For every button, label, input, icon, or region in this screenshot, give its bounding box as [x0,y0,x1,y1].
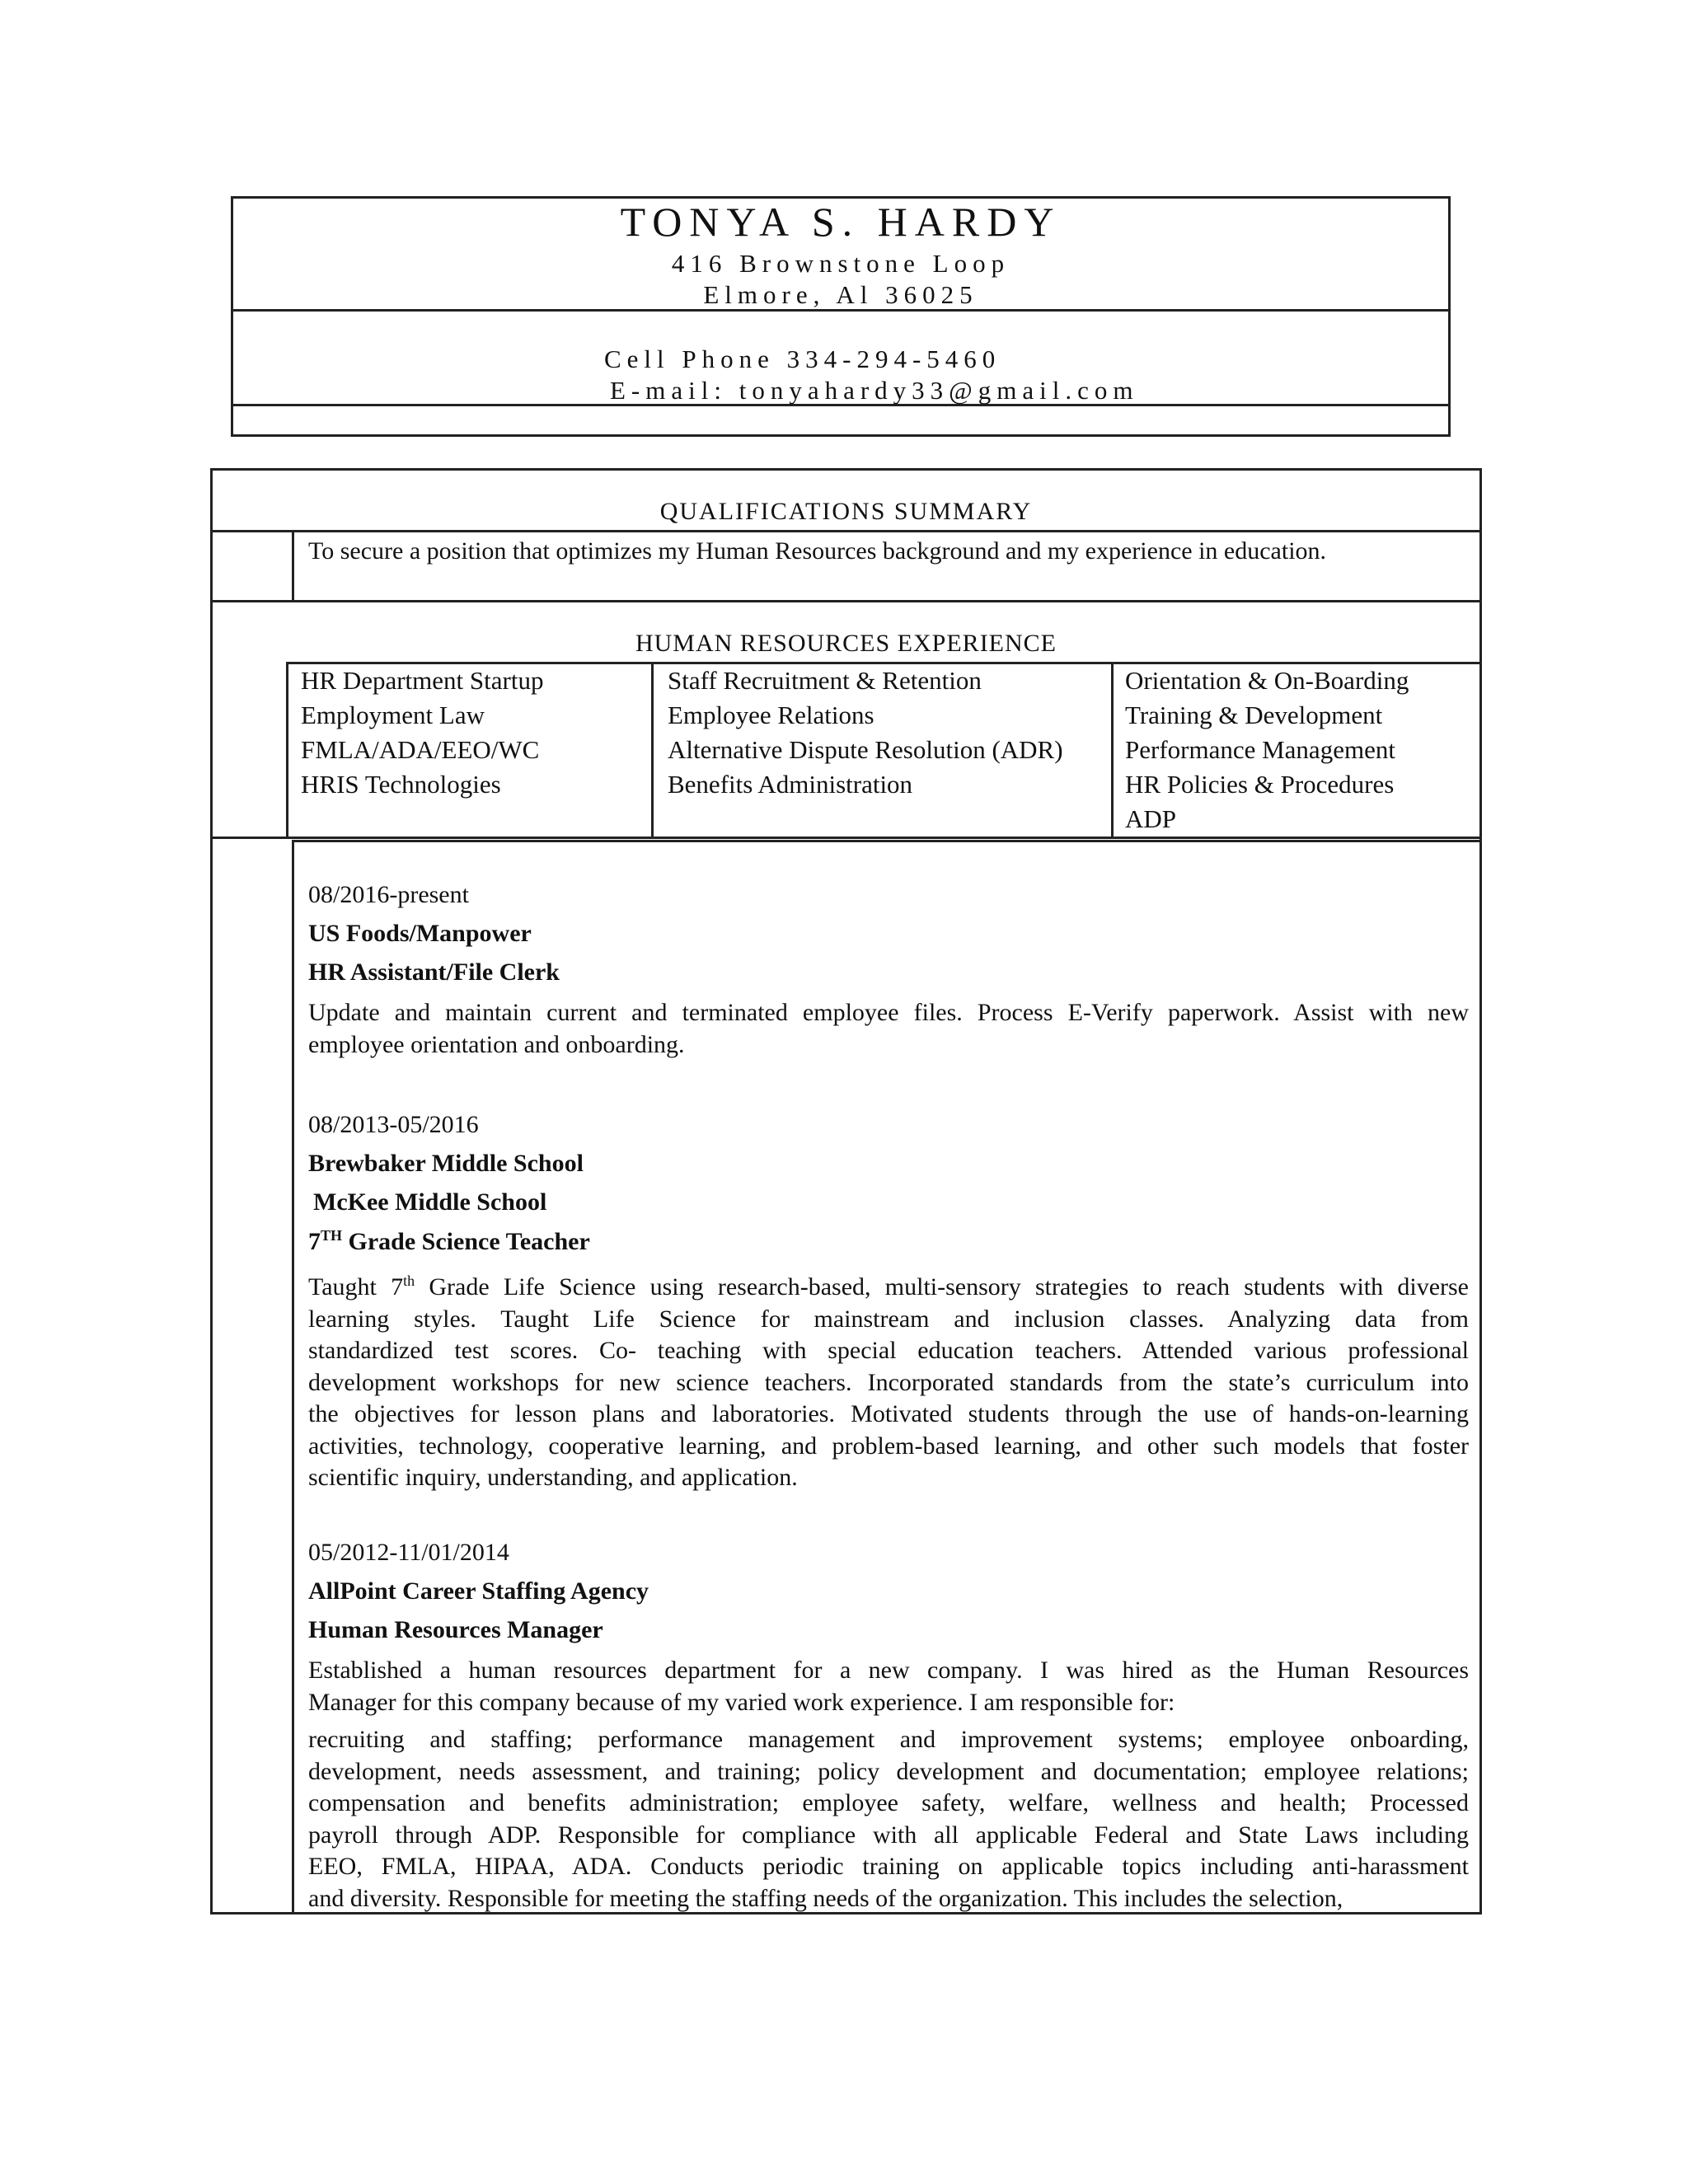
hr-skill-column-2 [668,663,1063,802]
hr-grid-bottom-shadow [292,840,1482,842]
description-line: payroll through ADP. Responsible for compliance with all applicable Federal and State Laws including [308,1821,1469,1849]
job-2-employer-secondary: McKee Middle School [313,1188,547,1216]
job-2-description [308,1265,1469,1494]
qualifications-divider-top [210,530,1482,532]
hr-skill: FMLA/ADA/EEO/WC [301,735,540,764]
hr-skill: Benefits Administration [668,770,913,799]
hr-skill: Orientation & On-Boarding [1125,666,1409,695]
job-2-employer: Brewbaker Middle School [308,1150,584,1177]
job-1-description [308,997,1469,1061]
hr-skill: HR Policies & Procedures [1125,770,1395,799]
description-line: Update and maintain current and terminated employee files. Process E-Verify paperwork. Assist with new [308,999,1469,1026]
hr-skill: HRIS Technologies [301,770,501,799]
hr-grid-col-divider-1 [651,662,654,839]
hr-skill: HR Department Startup [301,666,544,695]
hr-skill: Staff Recruitment & Retention [668,666,982,695]
description-line: development, needs assessment, and training; policy development and documentation; employee relations; [308,1757,1469,1785]
address-line-1: 416 Brownstone Loop [671,249,1010,278]
hr-grid-bottom [210,837,1482,839]
description-line: and diversity. Responsible for meeting the staffing needs of the organization. This includes the selection, [308,1884,1343,1912]
desc-part: Taught 7 [308,1273,404,1301]
hr-grid-left [286,662,288,839]
description-line: EEO, FMLA, HIPAA, ADA. Conducts periodic training on applicable topics including anti-harassment [308,1853,1469,1880]
title-grade-number: 7 [308,1228,321,1255]
description-line: Manager for this company because of my varied work experience. I am responsible for: [308,1688,1175,1716]
qualifications-inner-border [292,530,294,602]
candidate-name: TONYA S. HARDY [620,199,1062,245]
description-line: employee orientation and onboarding. [308,1030,685,1058]
hr-grid-col-divider-2 [1111,662,1114,839]
job-2-title [308,1227,590,1256]
description-line: learning styles. Taught Life Science for mainstream and inclusion classes. Analyzing data from [308,1305,1469,1333]
job-3-title: Human Resources Manager [308,1616,603,1643]
desc-superscript: th [403,1272,415,1289]
frame-top-border [210,468,1482,471]
desc-part: Grade Life Science using research-based, multi-sensory strategies to reach students with diverse [415,1273,1469,1301]
objective-statement: To secure a position that optimizes my Human Resources background and my experience in education. [308,537,1327,565]
job-1-employer: US Foods/Manpower [308,920,532,947]
description-line: Established a human resources department for a new company. I was hired as the Human Resources [308,1657,1469,1684]
description-line: the objectives for lesson plans and laboratories. Motivated students through the use of hands-on-learning [308,1400,1469,1427]
job-1-title: HR Assistant/File Clerk [308,958,560,986]
job-3-responsibilities [308,1724,1469,1915]
hr-skill: Employment Law [301,701,485,729]
address-line-2: Elmore, Al 36025 [703,280,978,309]
hr-experience-title: HUMAN RESOURCES EXPERIENCE [635,630,1057,657]
hr-skill: ADP [1125,804,1177,833]
email-line: E-mail: tonyahardy33@gmail.com [610,376,1139,405]
description-line [308,1265,1469,1304]
description-line: activities, technology, cooperative learning, and problem-based learning, and other such models that foster [308,1432,1469,1460]
description-line: compensation and benefits administration; employee safety, welfare, wellness and health; Processed [308,1789,1469,1816]
job-3-dates: 05/2012-11/01/2014 [308,1539,509,1566]
job-3-description [308,1655,1469,1718]
description-line: development workshops for new science teachers. Incorporated standards from the state’s curriculum into [308,1368,1469,1396]
qualifications-divider-bottom [210,600,1482,602]
description-line: standardized test scores. Co- teaching with special education teachers. Attended various professional [308,1337,1469,1364]
frame-right-border [1479,468,1482,1915]
hr-skill: Alternative Dispute Resolution (ADR) [668,735,1063,764]
hr-skill: Training & Development [1125,701,1383,729]
phone-line: Cell Phone 334-294-5460 [604,344,1001,373]
title-grade-suffix: TH [321,1227,343,1244]
hr-skill: Employee Relations [668,701,874,729]
hr-skill: Performance Management [1125,735,1395,764]
frame-left-border [210,468,213,1915]
title-rest: Grade Science Teacher [342,1228,590,1255]
job-1-dates: 08/2016-present [308,881,469,908]
hr-skill-column-3 [1125,663,1409,837]
hr-skill-column-1 [301,663,543,802]
job-3-employer: AllPoint Career Staffing Agency [308,1577,649,1605]
qualifications-summary-title: QUALIFICATIONS SUMMARY [659,498,1033,525]
description-line: recruiting and staffing; performance management and improvement systems; employee onboarding, [308,1726,1469,1753]
job-2-dates: 08/2013-05/2016 [308,1111,479,1138]
work-history-inner-border [292,840,294,1915]
description-line: scientific inquiry, understanding, and application. [308,1464,798,1491]
